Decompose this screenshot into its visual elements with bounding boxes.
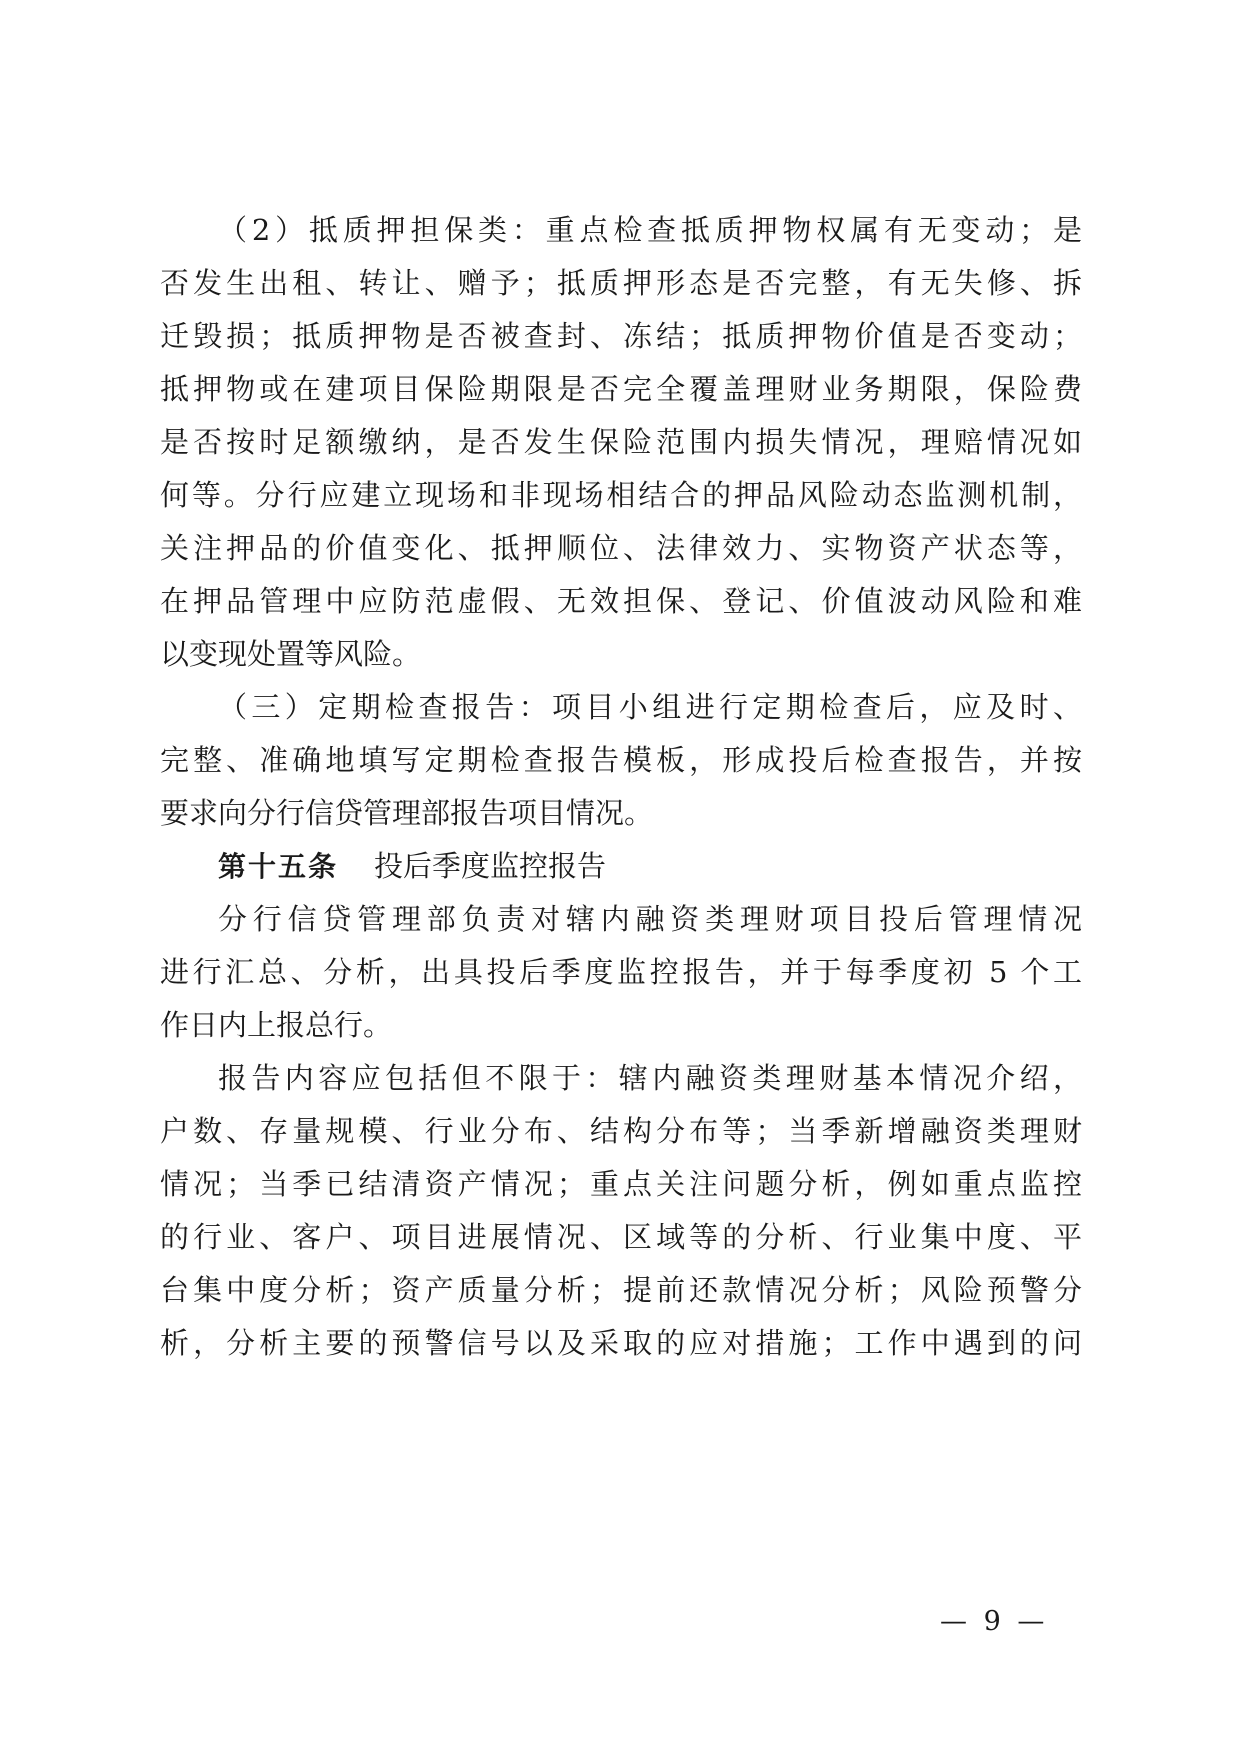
page-number: — 9 —: [940, 1606, 1049, 1637]
text-line: 迁毁损；抵质押物是否被查封、冻结；抵质押物价值是否变动；: [160, 319, 1082, 353]
article-number: 第十五条: [218, 850, 339, 883]
text-line: 在押品管理中应防范虚假、无效担保、登记、价值波动风险和难: [160, 584, 1082, 618]
text-line: 何等。分行应建立现场和非现场相结合的押品风险动态监测机制，: [160, 478, 1082, 512]
text-line: 是否按时足额缴纳，是否发生保险范围内损失情况，理赔情况如: [160, 425, 1082, 459]
text-line: （2）抵质押担保类：重点检查抵质押物权属有无变动；是: [218, 213, 1082, 247]
text-line: 抵押物或在建项目保险期限是否完全覆盖理财业务期限，保险费: [160, 372, 1082, 406]
text-line: 完整、准确地填写定期检查报告模板，形成投后检查报告，并按: [160, 743, 1082, 777]
text-line: 台集中度分析；资产质量分析；提前还款情况分析；风险预警分: [160, 1273, 1082, 1307]
article-title: 投后季度监控报告: [374, 849, 607, 883]
text-line: 作日内上报总行。: [160, 1008, 393, 1042]
text-line: 报告内容应包括但不限于：辖内融资类理财基本情况介绍，: [218, 1061, 1082, 1095]
text-line: 以变现处置等风险。: [160, 637, 422, 671]
text-line: 进行汇总、分析，出具投后季度监控报告，并于每季度初 5 个工: [160, 955, 1082, 989]
text-line: 关注押品的价值变化、抵押顺位、法律效力、实物资产状态等，: [160, 531, 1082, 565]
article-heading: [218, 843, 606, 889]
text-line: 情况；当季已结清资产情况；重点关注问题分析，例如重点监控: [160, 1167, 1082, 1201]
text-line: 分行信贷管理部负责对辖内融资类理财项目投后管理情况: [218, 902, 1082, 936]
text-line: 户数、存量规模、行业分布、结构分布等；当季新增融资类理财: [160, 1114, 1082, 1148]
text-line: 析，分析主要的预警信号以及采取的应对措施；工作中遇到的问: [160, 1326, 1082, 1360]
text-line: 要求向分行信贷管理部报告项目情况。: [160, 796, 654, 830]
text-line: 否发生出租、转让、赠予；抵质押形态是否完整，有无失修、拆: [160, 266, 1082, 300]
text-line: 的行业、客户、项目进展情况、区域等的分析、行业集中度、平: [160, 1220, 1082, 1254]
text-line: （三）定期检查报告：项目小组进行定期检查后，应及时、: [218, 690, 1082, 724]
